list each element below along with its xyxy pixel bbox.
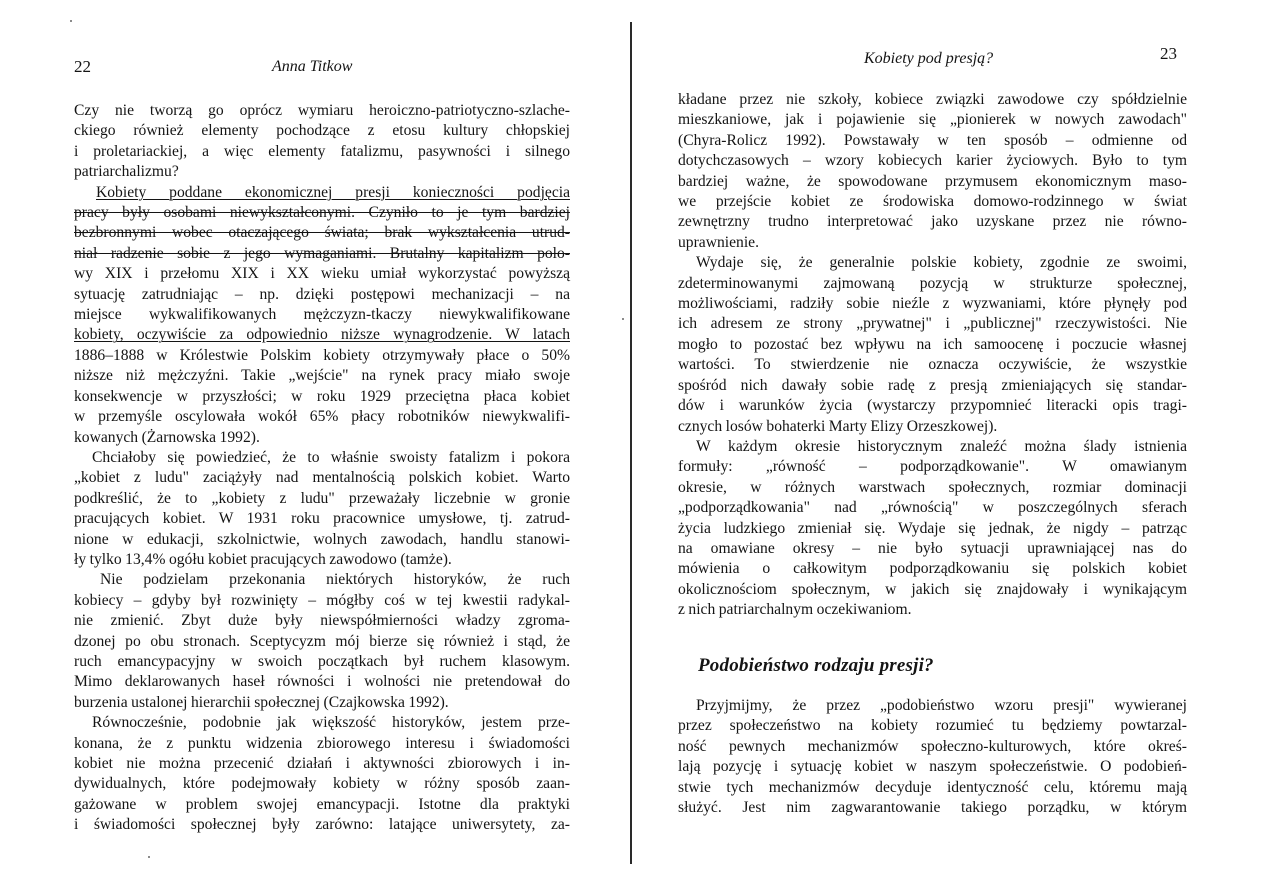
paragraph: Równocześnie, podobnie jak większość historyków, jestem prze- xyxy=(92,714,570,732)
paragraph: konana, że z punktu widzenia zbiorowego interesu i świadomości kobiet nie można przecenić działań i aktywności zbiorowych i in- dywidualnych, które podejmowały kobiety w różny sposób zaan- gażowane w problem swojej emancypacji. Istotne dla praktyki i świadomości społecznej były zarówno: latające uniwersytety, za- xyxy=(74,734,570,834)
paragraph: kładane przez nie szkoły, kobiece związki zawodowe czy spółdzielnie mieszkaniowe, jak i pojawienie się „pionierek w nowych zawodach" (Chyra-Rolicz 1992). Powstawały w ten sposób – odmienne od dotychczasowych – wzory kobiecych karier życiowych. Było to tym bardziej ważne, że spowodowane przymusem ekonomicznym maso- we przejście kobiet ze środowiska domowo-rodzinnego w świat zewnętrzny trudno interpretować jako uzyskane przez nie równo- uprawnienie. xyxy=(678,91,1187,251)
left-body-text xyxy=(74,101,570,836)
paragraph: kobiecy – gdyby był rozwinięty – mógłby coś w tej kwestii radykal- nie zmienić. Zbyt duże były niewspółmierności władzy zgroma- dzonej po obu stronach. Sceptycyzm mój bierze się również i stąd, że ruch emancypacyjny w swoich początkach był ruchem klasowym. Mimo deklarowanych haseł równości i wolności nie pretendował do burzenia ustalonej hierarchii społecznej (Czajkowska 1992). xyxy=(74,591,570,711)
right-page xyxy=(636,0,1262,894)
paragraph: zdeterminowanymi zajmowaną pozycją w strukturze społecznej, możliwościami, radziły sobie nieźle z wyzwaniami, które płynęły pod ich adresem ze strony „prywatnej" i „publicznej" rzeczywistości. Nie mogło to pozostać bez wpływu na ich samoocenę i poczucie własnej wartości. To stwierdzenie nie oznacza oczywiście, że wszystkie spośród nich dawały sobie radę z presją zmieniających się standar- dów i warunków życia (wystarczy przypomnieć literacki opis tragi- cznych losów bohaterki Marty Elizy Orzeszkowej). xyxy=(678,274,1187,435)
running-head: Anna Titkow xyxy=(272,58,353,75)
page-number: 23 xyxy=(1160,44,1177,63)
right-section-text xyxy=(678,696,1187,818)
paragraph: Przyjmijmy, że przez „podobieństwo wzoru presji" wywieranej xyxy=(696,697,1187,714)
paragraph: pracy były osobami niewykształconymi. Czyniło to je tym bardziej bezbronnymi wobec otaczającego świata; brak wykształcenia utrud- niał radzenie sobie z jego wymaganiami. Brutalny kapitalizm polo- wy XIX i przełomu XIX i XX wieku umiał wykorzystać powyższą sytuację zatrudniając – np. dzięki postępowi mechanizacji – na miejsce wykwalifikowanych mężczyzn-tkaczy niewykwalifikowane kobiety, oczywiście za odpowiednio niższe wynagrodzenie. W latach 1886–1888 w Królestwie Polskim kobiety otrzymywały płace o 50% niższe niż mężczyźni. Takie „wejście" na rynek pracy miało swoje konsekwencje w przyszłości; w roku 1929 przeciętna płaca kobiet w przemyśle oscylowała wokół 65% płacy robotników niewykwalifi- kowanych (Żarnowska 1992). xyxy=(74,204,570,446)
paragraph: Wydaje się, że generalnie polskie kobiety, zgodnie ze swoimi, xyxy=(696,254,1187,272)
page-number: 22 xyxy=(74,57,91,76)
paragraph: „kobiet z ludu" zaciążyły nad mentalnością polskich kobiet. Warto podkreślić, że to „kobiety z ludu" przeważały liczebnie w gronie pracujących kobiet. W 1931 roku pracownice umysłowe, tj. zatrud- nione w edukacji, szkolnictwie, wolnych zawodach, handlu stanowi- ły tylko 13,4% ogółu kobiet pracujących zawodowo (tamże). xyxy=(74,469,570,568)
section-heading: Podobieństwo rodzaju presji? xyxy=(698,655,934,676)
paragraph: formuły: „równość – podporządkowanie". W omawianym okresie, w różnych warstwach społecznych, rozmiar dominacji „podporządkowania" nad „równością" w poszczególnych sferach życia ludzkiego zmieniał się. Wydaje się jednak, że nigdy – patrząc na omawiane okresy – nie było sytuacji uprawniającej nas do mówienia o całkowitym podporządkowaniu się polskich kobiet okolicznościom społecznym, w jakich się znajdowały i wynikającym z nich patriarchalnym oczekiwaniom. xyxy=(678,458,1187,619)
paragraph: przez społeczeństwo na kobiety rozumieć tu będziemy powtarzal- ność pewnych mechanizmów społeczno-kulturowych, które okreś- lają pozycję i sytuację kobiet w naszym społeczeństwie. O podobień- stwie tych mechanizmów decyduje identyczność celu, któremu mają służyć. Jest nim zagwarantowanie takiego porządku, w którym xyxy=(678,717,1187,817)
paragraph: Czy nie tworzą go oprócz wymiaru heroiczno-patriotyczno-szlache- ckiego również elementy pochodzące z etosu kultury chłopskiej i proletariackiej, a więc elementy fatalizmu, pasywności i silnego patriarchalizmu? xyxy=(74,102,570,181)
paragraph: Chciałoby się powiedzieć, że to właśnie swoisty fatalizm i pokora xyxy=(92,448,570,466)
running-head: Kobiety pod presją? xyxy=(864,50,994,67)
paragraph: Kobiety poddane ekonomicznej presji konieczności podjęcia xyxy=(96,183,570,201)
right-body-text xyxy=(678,90,1187,621)
paragraph: W każdym okresie historycznym znaleźć można ślady istnienia xyxy=(696,437,1187,455)
paragraph: Nie podzielam przekonania niektórych historyków, że ruch xyxy=(100,571,570,589)
